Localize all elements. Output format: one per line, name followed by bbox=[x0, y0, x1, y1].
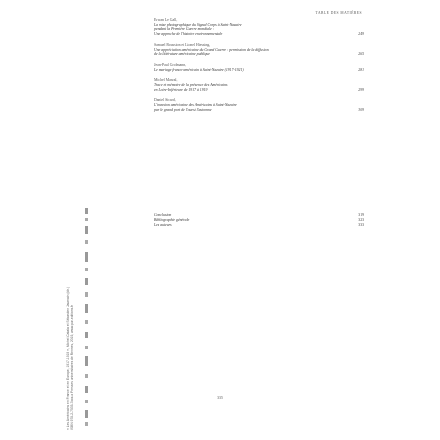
page-number: 335 bbox=[217, 396, 223, 400]
side-copyright-note bbox=[66, 185, 86, 430]
toc-entry bbox=[154, 223, 364, 228]
toc-title-line: Trace et mémoire de la présence des Américains bbox=[154, 83, 228, 88]
toc-entry bbox=[154, 18, 364, 37]
toc-title-text: Les auteurs bbox=[154, 223, 172, 227]
barcode-graphic bbox=[84, 208, 90, 428]
toc-author: Michel Marzal, bbox=[154, 78, 178, 83]
toc-page-number: 309 bbox=[358, 107, 364, 112]
toc-title-line bbox=[154, 88, 364, 93]
toc-title-text: Une approche de l'histoire environnementale bbox=[154, 32, 223, 37]
toc-page-number: 323 bbox=[358, 218, 364, 222]
toc-back-matter bbox=[154, 213, 364, 228]
toc-page-number: 299 bbox=[358, 87, 364, 92]
barcode-strip bbox=[84, 208, 90, 428]
toc-page-number: 249 bbox=[358, 32, 364, 37]
side-note-text bbox=[66, 185, 86, 430]
toc-title-text: de la littérature américaine publique bbox=[154, 52, 210, 57]
toc-title-text: Bibliographie générale bbox=[154, 218, 190, 222]
toc-title-line: pendant la Première Guerre mondiale : bbox=[154, 27, 214, 32]
toc-title-text: en Loire-Inférieure de 1917 à 1919 bbox=[154, 87, 208, 92]
toc-title-line bbox=[154, 32, 364, 37]
toc-title-line: L'invasion américaine des Américains à Saint-Nazaire bbox=[154, 103, 237, 108]
toc-entry bbox=[154, 78, 364, 92]
toc-title-text: Le mariage franco-américain à Saint-Nazaire (1917-1921) bbox=[154, 67, 244, 72]
side-note-line: « Les Américains en France et en Europe, 1917-1919 », Michel Catala et Sébastien Jaumain (dir.) bbox=[66, 287, 70, 430]
toc-author: Jean-Paul Grolmann, bbox=[154, 62, 187, 67]
toc-page-number: 265 bbox=[358, 52, 364, 57]
toc-title-line bbox=[154, 52, 364, 57]
running-head: TABLE DES MATIÈRES bbox=[315, 11, 362, 15]
toc-title-line: Une appréciation américaine du Grand Guerre : permission de la diffusion bbox=[154, 47, 269, 52]
toc-title-line bbox=[154, 108, 364, 113]
toc-page-number: 319 bbox=[358, 213, 364, 217]
side-note-line: ISBN 978-2-7535-7xxx-x Presses universitaires de Rennes, 2019, www.pur-editions.fr bbox=[70, 304, 75, 430]
toc-title-text: Conclusion bbox=[154, 213, 172, 217]
toc-author: Samuel Boussion et Lionel Hiessing, bbox=[154, 42, 211, 47]
toc-title-line: La mise photographique du Signal Corps à Saint-Nazaire bbox=[154, 22, 242, 27]
toc-entry bbox=[154, 98, 364, 112]
toc-author: Daniel Sicard, bbox=[154, 98, 176, 103]
toc-author: Erwan Le Gall, bbox=[154, 18, 178, 22]
toc-title-line bbox=[154, 68, 364, 73]
toc-entry bbox=[154, 63, 364, 72]
toc-entry bbox=[154, 43, 364, 57]
toc-page-number: 281 bbox=[358, 67, 364, 72]
toc-page-number: 333 bbox=[358, 223, 364, 227]
toc-title-text: par le grand port de l'ouest l'automne bbox=[154, 107, 212, 112]
table-of-contents bbox=[154, 18, 364, 113]
